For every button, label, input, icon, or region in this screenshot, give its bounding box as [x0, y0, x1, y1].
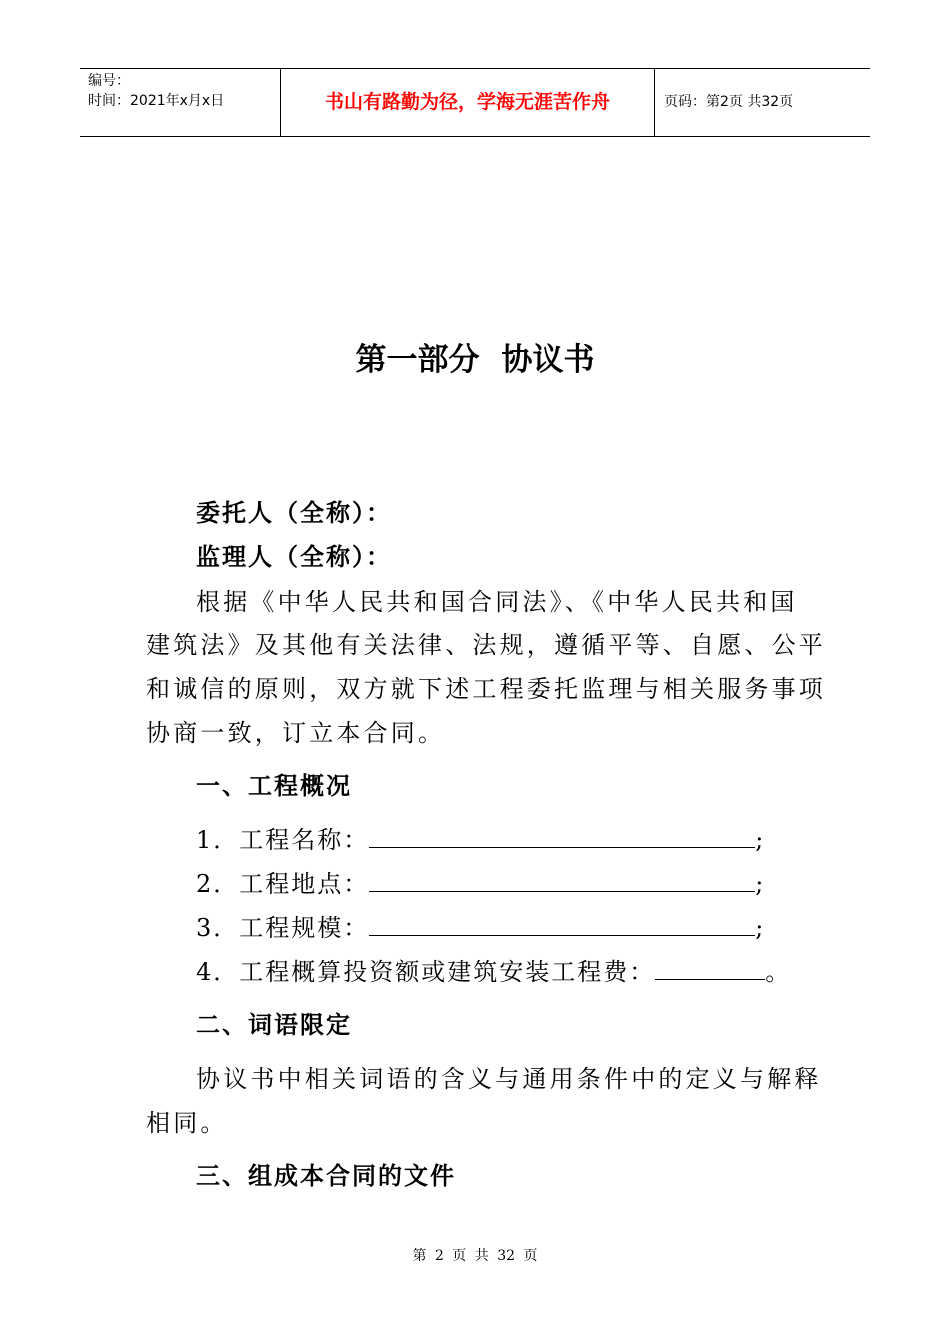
- intro-line: 和诚信的原则，双方就下述工程委托监理与相关服务事项: [146, 675, 826, 703]
- title-name: 协议书: [501, 342, 595, 378]
- item-label: 2．工程地点：: [196, 870, 370, 898]
- document-number-label: 编号：: [88, 73, 130, 89]
- page-header: [80, 68, 870, 137]
- item-end: ;: [755, 870, 766, 898]
- item-end: ;: [755, 826, 766, 854]
- section-heading: 三、组成本合同的文件: [196, 1162, 456, 1190]
- intro-line: 协商一致，订立本合同。: [146, 719, 446, 747]
- fill-blank[interactable]: [369, 825, 755, 848]
- project-investment-item: [196, 957, 860, 987]
- project-name-item: [196, 825, 860, 855]
- header-meta: [80, 69, 281, 136]
- fill-blank[interactable]: [369, 869, 755, 892]
- item-label: 3．工程规模：: [196, 914, 370, 942]
- header-page-info: 页码：第2页 共32页: [664, 94, 794, 110]
- item-label: 1．工程名称：: [196, 826, 370, 854]
- intro-line: 建筑法》及其他有关法律、法规，遵循平等、自愿、公平: [146, 631, 826, 659]
- fill-blank[interactable]: [369, 913, 755, 936]
- section-heading: 一、工程概况: [196, 772, 352, 800]
- supervisor-label: 监理人（全称）：: [196, 543, 392, 571]
- intro-line: 根据《中华人民共和国合同法》、《中华人民共和国: [196, 588, 798, 616]
- project-location-item: [196, 869, 860, 899]
- project-scale-item: [196, 913, 860, 943]
- item-label: 4．工程概算投资额或建筑安装工程费：: [196, 958, 656, 986]
- section-heading: 二、词语限定: [196, 1011, 352, 1039]
- fill-blank[interactable]: [655, 957, 765, 980]
- item-end: ;: [755, 914, 766, 942]
- page-footer: 第 2 页 共 32 页: [412, 1248, 538, 1264]
- title-part: 第一部分: [355, 342, 480, 378]
- section-body-line: 协议书中相关词语的含义与通用条件中的定义与解释: [196, 1065, 822, 1093]
- item-end: 。: [765, 958, 792, 986]
- section-body-line: 相同。: [146, 1109, 228, 1137]
- document-date: 时间：2021年x月x日: [88, 93, 225, 109]
- page-title: [0, 338, 950, 382]
- header-motto: 书山有路勤为径，学海无涯苦作舟: [281, 69, 655, 136]
- client-label: 委托人（全称）：: [196, 499, 392, 527]
